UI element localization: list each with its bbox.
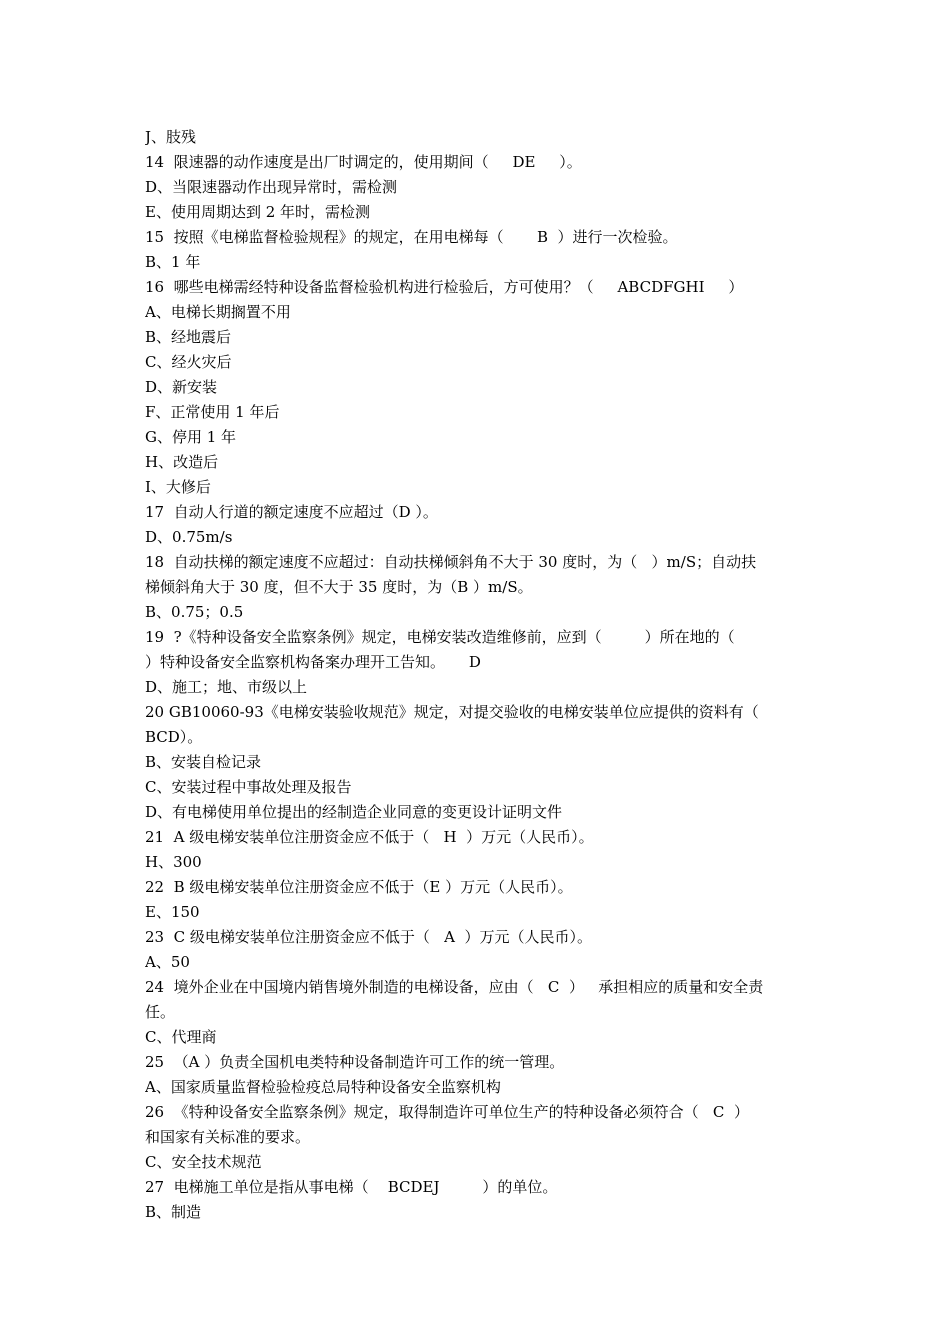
text-line: D、0.75m/s: [145, 528, 233, 546]
text-line: ）特种设备安全监察机构备案办理开工告知。 D: [145, 653, 481, 671]
text-line: 梯倾斜角大于 30 度，但不大于 35 度时，为（B ）m/S。: [145, 578, 533, 596]
text-line: 和国家有关标准的要求。: [145, 1128, 311, 1146]
text-line: B、安装自检记录: [145, 753, 262, 771]
text-line: C、经火灾后: [145, 353, 232, 371]
text-line: B、经地震后: [145, 328, 232, 346]
text-line: 23 C 级电梯安装单位注册资金应不低于（ A ）万元（人民币）。: [145, 928, 593, 946]
text-line: A、50: [145, 953, 190, 971]
text-line: BCD）。: [145, 728, 203, 746]
document-body: [145, 125, 807, 1225]
text-line: 27 电梯施工单位是指从事电梯（ BCDEJ ）的单位。: [145, 1178, 558, 1196]
text-line: J、肢残: [145, 128, 197, 146]
text-line: 26 《特种设备安全监察条例》规定，取得制造许可单位生产的特种设备必须符合（ C ）: [145, 1103, 749, 1121]
text-line: D、新安装: [145, 378, 218, 396]
text-line: 19 ?《特种设备安全监察条例》规定，电梯安装改造维修前，应到（ ）所在地的（: [145, 628, 735, 646]
text-line: A、电梯长期搁置不用: [145, 303, 291, 321]
text-line: E、150: [145, 903, 200, 921]
text-line: I、大修后: [145, 478, 211, 496]
text-line: E、使用周期达到 2 年时，需检测: [145, 203, 371, 221]
text-line: C、代理商: [145, 1028, 217, 1046]
text-line: B、1 年: [145, 253, 201, 271]
text-line: 21 A 级电梯安装单位注册资金应不低于（ H ）万元（人民币）。: [145, 828, 594, 846]
text-line: 18 自动扶梯的额定速度不应超过：自动扶梯倾斜角不大于 30 度时，为（ ）m/S；自动扶: [145, 553, 757, 571]
text-line: 14 限速器的动作速度是出厂时调定的，使用期间（ DE ）。: [145, 153, 582, 171]
text-line: 17 自动人行道的额定速度不应超过（D ）。: [145, 503, 438, 521]
text-line: D、施工；地、市级以上: [145, 678, 308, 696]
text-line: H、改造后: [145, 453, 219, 471]
text-line: 25 （A ）负责全国机电类特种设备制造许可工作的统一管理。: [145, 1053, 565, 1071]
text-line: H、300: [145, 853, 202, 871]
text-line: 任。: [145, 1003, 176, 1021]
text-line: 22 B 级电梯安装单位注册资金应不低于（E ）万元（人民币）。: [145, 878, 573, 896]
text-line: D、有电梯使用单位提出的经制造企业同意的变更设计证明文件: [145, 803, 563, 821]
text-line: 20 GB10060-93《电梯安装验收规范》规定，对提交验收的电梯安装单位应提供的资料有（: [145, 703, 759, 721]
text-line: G、停用 1 年: [145, 428, 237, 446]
text-line: D、当限速器动作出现异常时，需检测: [145, 178, 398, 196]
text-line: C、安全技术规范: [145, 1153, 262, 1171]
text-line: 16 哪些电梯需经特种设备监督检验机构进行检验后，方可使用？（ ABCDFGHI ）: [145, 278, 744, 296]
text-line: 15 按照《电梯监督检验规程》的规定，在用电梯每（ B ）进行一次检验。: [145, 228, 678, 246]
text-line: 24 境外企业在中国境内销售境外制造的电梯设备，应由（ C ） 承担相应的质量和安全责: [145, 978, 764, 996]
text-line: F、正常使用 1 年后: [145, 403, 280, 421]
text-line: B、制造: [145, 1203, 202, 1221]
text-line: C、安装过程中事故处理及报告: [145, 778, 352, 796]
text-line: B、0.75；0.5: [145, 603, 244, 621]
text-line: A、国家质量监督检验检疫总局特种设备安全监察机构: [145, 1078, 501, 1096]
